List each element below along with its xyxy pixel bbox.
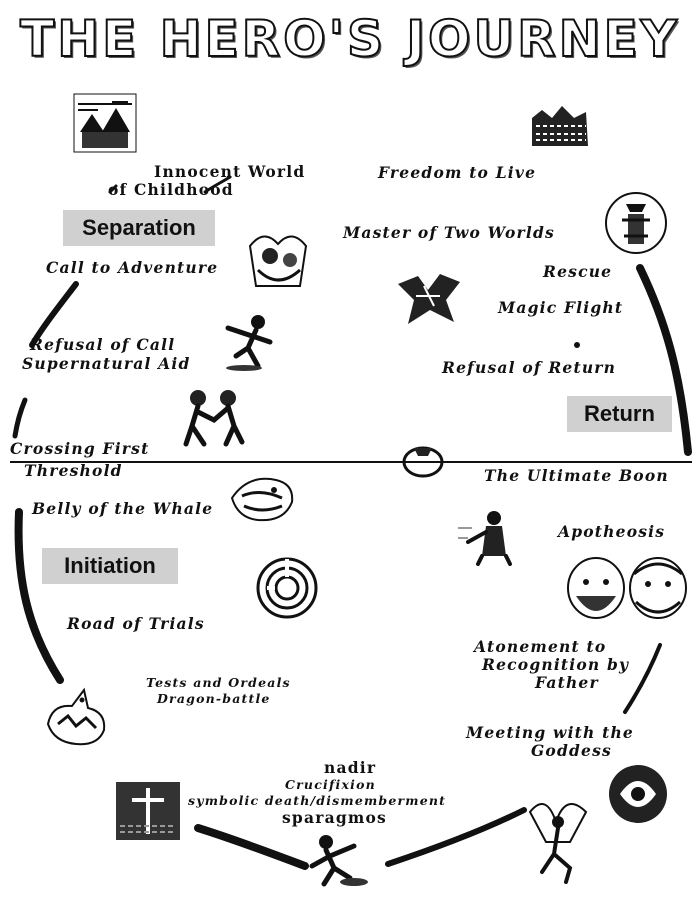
nadir-label: nadir <box>324 758 377 777</box>
dragon-illustration <box>42 684 112 750</box>
whale-creature-illustration <box>228 468 296 526</box>
symbolic-death-label: symbolic death/dismemberment <box>188 793 447 808</box>
atonement-label-2: Recognition by <box>482 655 630 674</box>
dot-marker <box>572 340 582 350</box>
crossing-first-label: Crossing First <box>10 439 150 458</box>
ultimate-boon-label: The Ultimate Boon <box>484 466 669 485</box>
crucifixion-label: Crucifixion <box>285 777 376 792</box>
rescue-label: Rescue <box>543 262 613 281</box>
dismembered-figure-illustration <box>304 828 374 890</box>
labyrinth-illustration <box>254 556 320 620</box>
refusal-of-call-label: Refusal of Call <box>30 335 176 354</box>
atonement-label-3: Father <box>535 673 599 692</box>
supernatural-aid-label: Supernatural Aid <box>22 354 191 373</box>
childhood-label: of Childhood <box>108 180 234 199</box>
master-two-worlds-label: Master of Two Worlds <box>343 223 555 242</box>
page-title: THE HERO'S JOURNEY <box>20 10 680 68</box>
village-illustration <box>72 92 138 154</box>
running-figure-illustration <box>218 312 280 372</box>
magic-flight-label: Magic Flight <box>498 298 624 317</box>
freedom-to-live-label: Freedom to Live <box>378 163 537 182</box>
dancing-figures-illustration <box>178 386 248 448</box>
return-box: Return <box>567 396 672 432</box>
angel-child-illustration <box>244 226 312 294</box>
king-figure-illustration <box>604 188 668 258</box>
dragon-battle-label: Dragon-battle <box>157 691 271 706</box>
innocent-world-label: Innocent World <box>154 162 306 181</box>
crucifixion-illustration <box>114 780 182 842</box>
apotheosis-label: Apotheosis <box>558 522 666 541</box>
atonement-label-1: Atonement to <box>474 637 607 656</box>
shadow-figure-illustration <box>456 508 522 566</box>
threshold-label: Threshold <box>24 461 123 480</box>
initiation-box: Initiation <box>42 548 178 584</box>
road-of-trials-label: Road of Trials <box>67 614 205 633</box>
ring-illustration <box>400 438 446 480</box>
refusal-of-return-label: Refusal of Return <box>442 358 617 377</box>
call-to-adventure-label: Call to Adventure <box>46 258 219 277</box>
bearded-faces-illustration <box>562 556 690 624</box>
walled-city-illustration <box>528 96 592 152</box>
meeting-goddess-label-1: Meeting with the <box>466 723 634 742</box>
meeting-goddess-label-2: Goddess <box>531 741 612 760</box>
sparagmos-label: sparagmos <box>282 808 387 827</box>
belly-of-whale-label: Belly of the Whale <box>32 499 214 518</box>
goddess-illustration <box>526 792 590 888</box>
winged-creature-illustration <box>394 266 464 328</box>
separation-box: Separation <box>63 210 215 246</box>
medallion-illustration <box>606 762 670 826</box>
tests-and-ordeals-label: Tests and Ordeals <box>146 675 291 690</box>
